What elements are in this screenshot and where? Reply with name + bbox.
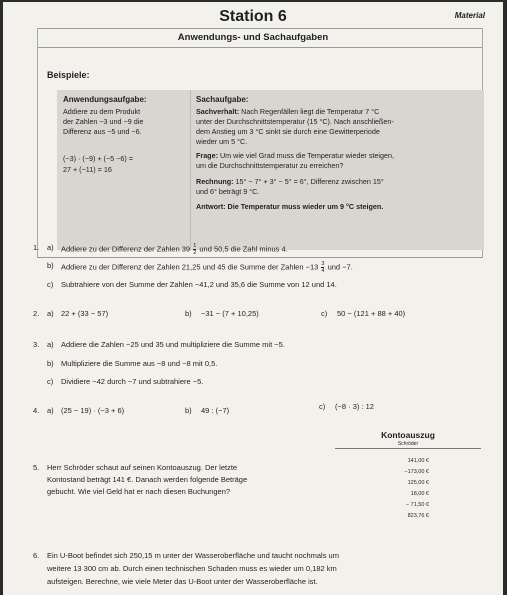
task-6-line: aufsteigen. Berechne, wie viele Meter das U-Boot unter der Wasseroberfläche ist.	[47, 577, 318, 586]
task-4b-label: b)	[185, 406, 192, 415]
example-frame-left	[37, 47, 38, 257]
task-5-line: gebucht. Wie viel Geld hat er nach diesen Buchungen?	[47, 487, 231, 496]
worksheet-page	[3, 2, 503, 595]
task-4a-text: (25 − 19) · (−3 + 6)	[61, 406, 125, 415]
subtitle-divider	[37, 47, 483, 48]
fraction-denominator: 2	[193, 250, 197, 256]
task-1-number: 1.	[33, 243, 40, 252]
task-2c-label: c)	[321, 309, 328, 318]
rechnung-label: Rechnung:	[196, 177, 234, 186]
fraction-numerator: 1	[193, 243, 197, 249]
task-3c-label: c)	[47, 377, 54, 386]
task-5-line: Kontostand beträgt 141 €. Danach werden folgende Beträge	[47, 475, 248, 484]
task-1b-label: b)	[47, 261, 54, 270]
task-1c-text: Subtrahiere von der Summe der Zahlen −41,2 und 35,6 die Summe von 12 und 14.	[61, 280, 337, 289]
task-6-number: 6.	[33, 551, 40, 560]
fraction-three-quarters	[321, 261, 324, 274]
statement-amount: 823,76 €	[407, 513, 429, 519]
page-title: Station 6	[219, 8, 287, 25]
task-2c-text: 50 − (121 + 88 + 40)	[337, 309, 406, 318]
task-6-line: Ein U-Boot befindet sich 250,15 m unter der Wasseroberfläche und taucht nochmals um	[47, 551, 339, 560]
bank-statement	[333, 430, 483, 530]
task-4b-text: 49 : (−7)	[201, 406, 230, 415]
bank-statement-title: Kontoauszug	[381, 430, 435, 440]
material-label: Material	[454, 11, 485, 20]
task-1b-text-end: und −7.	[327, 262, 353, 272]
application-task-calc: (−3) · (−9) + (−5 −6) =	[63, 154, 133, 163]
title-divider	[37, 28, 482, 29]
sachverhalt-label: Sachverhalt:	[196, 107, 240, 116]
task-1b-text: Addiere zu der Differenz der Zahlen 21,25 und 45 die Summe der Zahlen −13	[61, 262, 319, 272]
rechnung-line: und 6° beträgt 9 °C.	[196, 187, 260, 196]
statement-amount: 18,00 €	[410, 491, 429, 497]
task-1a-text: Addiere zu der Differenz der Zahlen 39	[61, 244, 191, 254]
rechnung-line	[196, 177, 384, 187]
task-1a-text-end: und 50,5 die Zahl minus 4.	[199, 244, 288, 254]
task-1a	[61, 243, 288, 256]
sachverhalt-line	[196, 107, 379, 117]
sachverhalt-line: dem Anstieg um 3 °C sinkt sie durch eine Gewitterperiode	[196, 127, 380, 136]
example-frame-bottom	[37, 257, 483, 258]
task-2b-text: −31 − (7 + 10,25)	[201, 309, 259, 318]
task-4a-label: a)	[47, 406, 54, 415]
statement-amount: − 71,50 €	[405, 502, 429, 508]
word-problem-heading: Sachaufgabe:	[196, 95, 249, 104]
frage-text: Um wie viel Grad muss die Temperatur wieder steigen,	[219, 151, 395, 160]
header-frame-right	[482, 28, 483, 47]
bank-statement-name: Schröder	[397, 441, 419, 447]
page-subtitle: Anwendungs- und Sachaufgaben	[177, 32, 329, 43]
frage-line: um die Durchschnittstemperatur zu erreichen?	[196, 161, 344, 170]
frage-line	[196, 151, 394, 161]
antwort-line	[196, 202, 383, 212]
antwort-label: Antwort:	[196, 202, 226, 211]
application-task-heading: Anwendungsaufgabe:	[63, 95, 147, 104]
task-5-line: Herr Schröder schaut auf seinen Kontoauszug. Der letzte	[47, 463, 238, 472]
fraction-numerator: 3	[321, 261, 325, 267]
statement-amount: 141,00 €	[407, 458, 429, 464]
fraction-one-half	[193, 243, 196, 256]
task-2a-text: 22 + (33 − 57)	[61, 309, 109, 318]
application-task-calc: 27 + (−11) = 16	[63, 165, 112, 174]
task-1b	[61, 261, 353, 274]
task-1c-label: c)	[47, 280, 54, 289]
sachverhalt-text: Nach Regenfällen liegt die Temperatur 7 °C	[241, 107, 380, 116]
task-3a-label: a)	[47, 340, 54, 349]
task-3b-label: b)	[47, 359, 54, 368]
application-task-line: der Zahlen −3 und −9 die	[63, 117, 144, 126]
statement-amount: 125,00 €	[407, 480, 429, 486]
task-3-number: 3.	[33, 340, 40, 349]
task-2-number: 2.	[33, 309, 40, 318]
antwort-text: Die Temperatur muss wieder um 9 °C steigen.	[227, 202, 384, 211]
examples-label: Beispiele:	[47, 70, 90, 80]
task-4-number: 4.	[33, 406, 40, 415]
task-3a-text: Addiere die Zahlen −25 und 35 und multipliziere die Summe mit −5.	[61, 340, 285, 349]
task-2b-label: b)	[185, 309, 192, 318]
header-frame-left	[37, 28, 38, 47]
task-2a-label: a)	[47, 309, 54, 318]
rechnung-text: 15° − 7° + 3° − 5° = 6°, Differenz zwischen 15°	[235, 177, 384, 186]
example-column-divider	[190, 90, 191, 250]
task-5-number: 5.	[33, 463, 40, 472]
frage-label: Frage:	[196, 151, 218, 160]
task-3b-text: Multipliziere die Summe aus −8 und −8 mit 0,5.	[61, 359, 218, 368]
example-box	[57, 90, 484, 250]
sachverhalt-line: wieder um 5 °C.	[196, 137, 248, 146]
task-4c-label: c)	[319, 402, 326, 411]
bank-statement-divider	[335, 448, 481, 449]
application-task-line: Addiere zu dem Produkt	[63, 107, 141, 116]
task-3c-text: Dividiere −42 durch −7 und subtrahiere −5.	[61, 377, 204, 386]
statement-amount: −173,00 €	[404, 469, 429, 475]
task-1a-label: a)	[47, 243, 54, 252]
task-4c-text: (−8 · 3) : 12	[335, 402, 374, 411]
application-task-line: Differenz aus −5 und −6.	[63, 127, 142, 136]
task-6-line: weitere 13 300 cm ab. Durch einen technischen Schaden muss es wieder um 0,182 km	[47, 564, 337, 573]
sachverhalt-line: unter der Durchschnittstemperatur (15 °C). Nach anschließen-	[196, 117, 394, 126]
fraction-denominator: 4	[321, 268, 325, 274]
